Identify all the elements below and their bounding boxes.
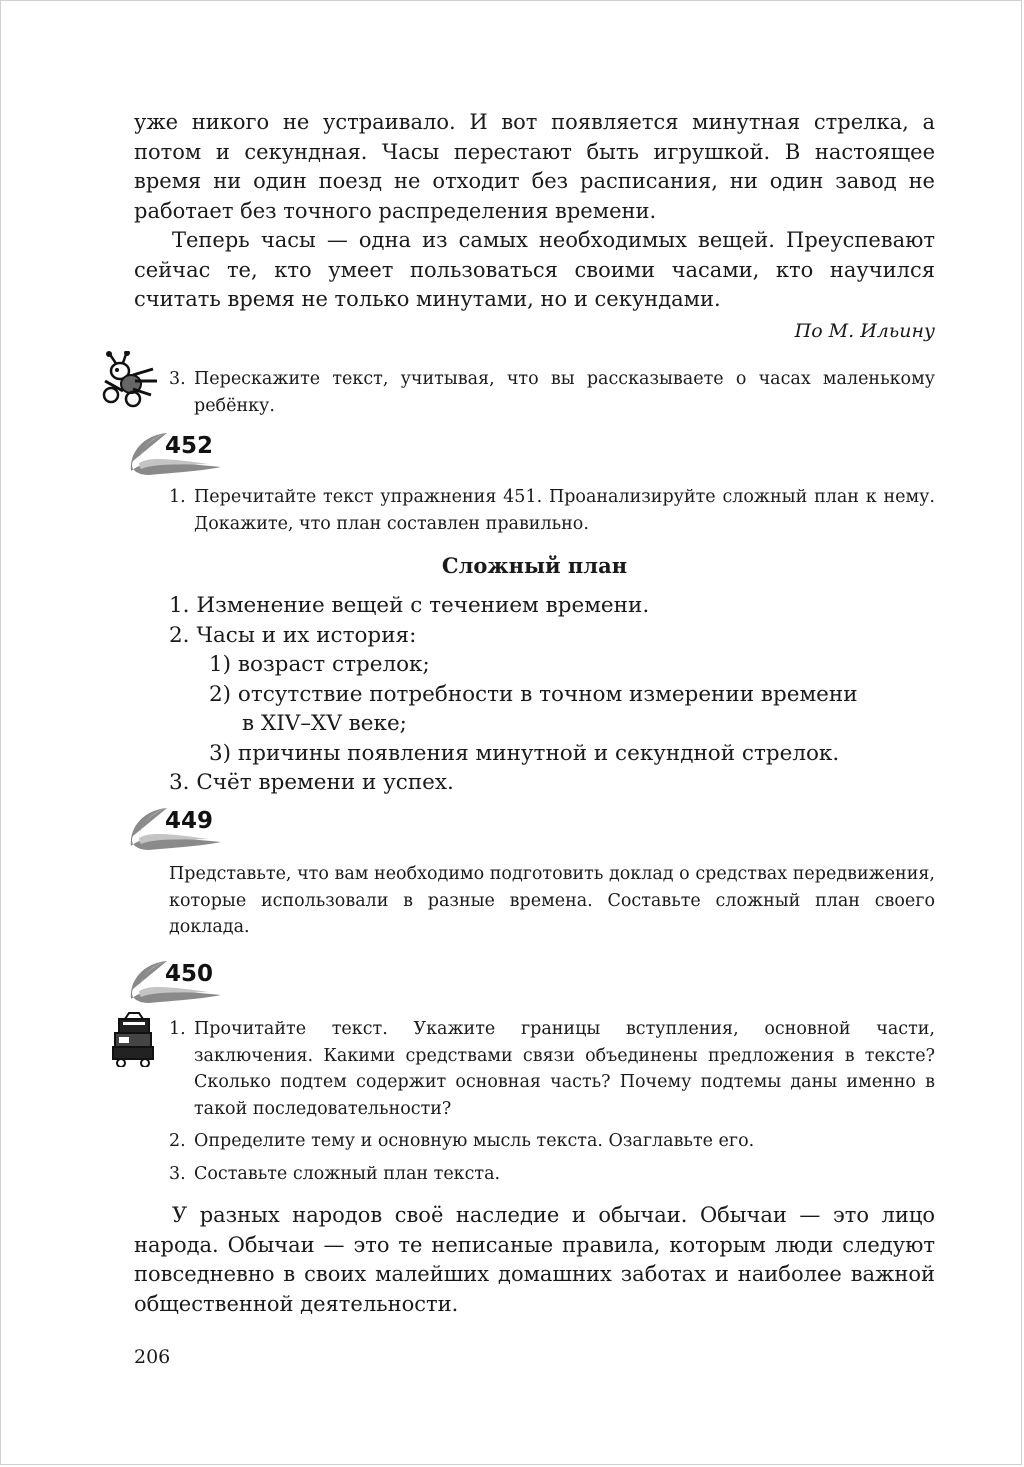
task-number: 2. [169, 1131, 186, 1151]
exercise-452-task-1 [169, 484, 935, 537]
exercise-number: 449 [165, 808, 214, 834]
plan-subitem-2-continuation: в XIV–XV веке; [242, 711, 407, 736]
task-number: 1. [169, 487, 186, 507]
books-icon [109, 1011, 159, 1067]
plan-item-3: 3. Счёт времени и успех. [169, 770, 454, 795]
task-2 [169, 1128, 935, 1155]
exercise-449-text: Представьте, что вам необходимо подготовить доклад о средствах передвижения, которые использовали в разные времена. Составьте сложный план своего доклада. [169, 864, 935, 937]
page-number: 206 [134, 1346, 171, 1368]
plan-subitem-3: 3) причины появления минутной и секундной стрелок. [209, 740, 840, 766]
task-text: Составьте сложный план текста. [194, 1163, 501, 1184]
task-text: Перескажите текст, учитывая, что вы рассказываете о часах маленькому ребёнку. [194, 369, 935, 416]
plan-item-1: 1. Изменение вещей с течением времени. [169, 593, 650, 618]
exercise-number: 452 [165, 433, 214, 459]
retelling-ant-icon [97, 351, 161, 411]
plan-subitem-1: 1) возраст стрелок; [209, 652, 430, 677]
plan-item-2: 2. Часы и их история: [169, 622, 417, 648]
task-number: 3. [169, 369, 186, 389]
plan-title: Сложный план [441, 553, 628, 578]
exercise-452-badge [129, 431, 225, 475]
exercise-450-badge [129, 959, 225, 1003]
complex-plan [169, 591, 935, 798]
task-text: Определите тему и основную мысль текста. Озаглавьте его. [194, 1131, 755, 1151]
intro-paragraph-2: Теперь часы — одна из самых необходимых вещей. Преуспевают сейчас те, кто умеет пользоваться своими часами, кто научился считать время не только минутами, но и секундами. [134, 228, 935, 311]
exercise-number: 450 [165, 961, 214, 987]
intro-task-3 [169, 366, 935, 419]
task-text: Прочитайте текст. Укажите границы вступления, основной части, заключения. Какими средствами связи объединены предложения в тексте? Сколько подтем содержит основная часть? Почему подтемы даны именно в такой последовательности? [194, 1019, 935, 1119]
reading-paragraph: У разных народов своё наследие и обычаи. Обычаи — это лицо народа. Обычаи — это те неписаные правила, которым люди следуют повседневно в своих малейших домашних заботах и наиболее важной общественной деятельности. [134, 1203, 935, 1316]
exercise-449-badge [129, 806, 225, 850]
text-author: По М. Ильину [794, 320, 935, 342]
task-1 [169, 1016, 935, 1122]
intro-paragraph-1: уже никого не устраивало. И вот появляется минутная стрелка, а потом и секундная. Часы перестают быть игрушкой. В настоящее время ни один поезд не отходит без расписания, ни один завод не работает без точного распределения времени. [134, 110, 935, 223]
exercise-450-tasks [169, 1016, 935, 1187]
exercise-450-reading-text [134, 1201, 935, 1319]
plan-subitem-2: 2) отсутствие потребности в точном измерении времени [209, 681, 858, 707]
task-number: 1. [169, 1019, 186, 1039]
task-3 [169, 1161, 935, 1188]
intro-text [134, 108, 935, 315]
task-text: Перечитайте текст упражнения 451. Проанализируйте сложный план к нему. Докажите, что план составлен правильно. [194, 487, 935, 534]
task-number: 3. [169, 1163, 186, 1184]
